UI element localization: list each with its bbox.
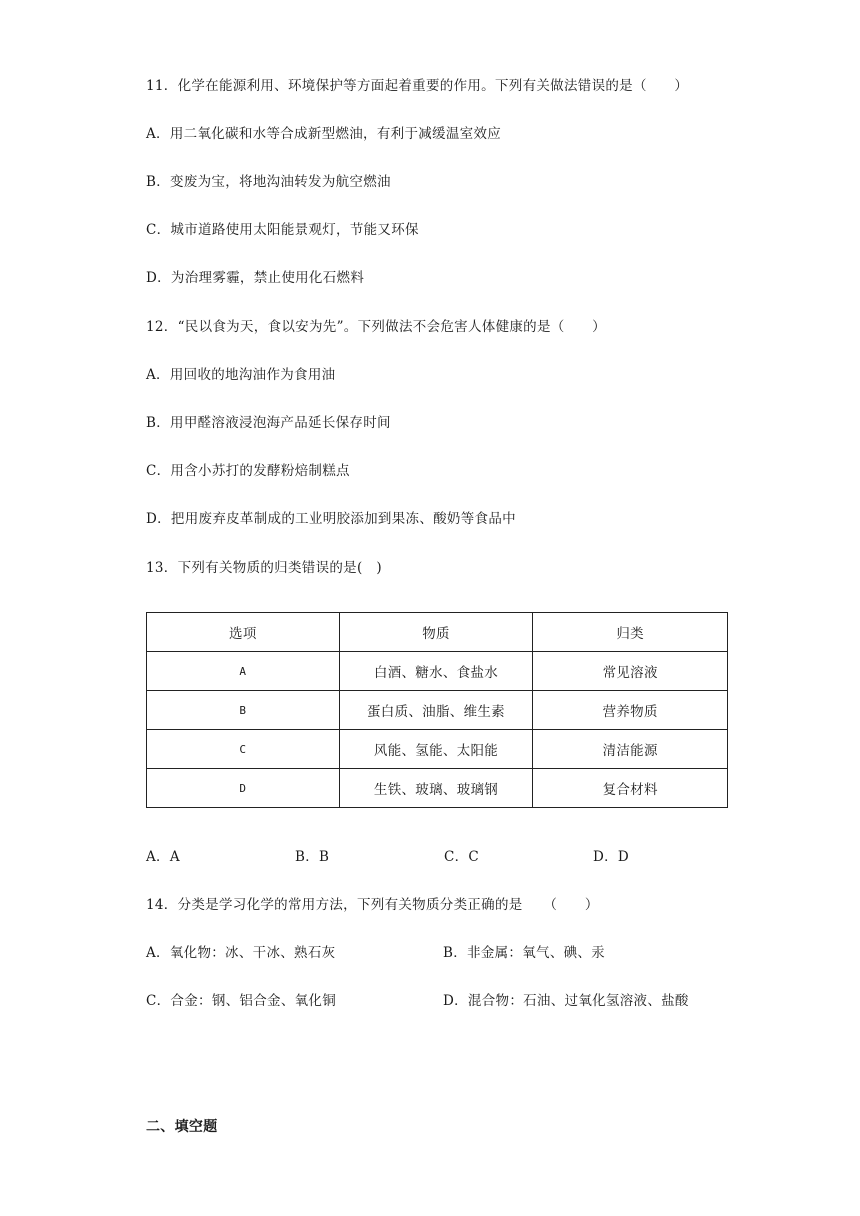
cell-option: B bbox=[147, 691, 340, 730]
q13-table bbox=[146, 612, 728, 808]
q11-option-a: A．用二氧化碳和水等合成新型燃油，有利于减缓温室效应 bbox=[146, 126, 502, 142]
cell-option: A bbox=[147, 652, 340, 691]
cell-option: C bbox=[147, 730, 340, 769]
q13-option-c: C．C bbox=[444, 849, 480, 865]
q13-stem: 13．下列有关物质的归类错误的是( ) bbox=[146, 560, 382, 576]
table-row bbox=[147, 652, 728, 691]
cell-substance: 蛋白质、油脂、维生素 bbox=[339, 691, 533, 730]
header-option: 选项 bbox=[147, 613, 340, 652]
q12-option-c: C．用含小苏打的发酵粉焙制糕点 bbox=[146, 463, 350, 479]
cell-substance: 风能、氢能、太阳能 bbox=[339, 730, 533, 769]
q14-option-b: B．非金属：氧气、碘、汞 bbox=[443, 945, 606, 961]
q12-option-d: D．把用废弃皮革制成的工业明胶添加到果冻、酸奶等食品中 bbox=[146, 511, 516, 527]
cell-category: 清洁能源 bbox=[533, 730, 728, 769]
q11-option-b: B．变废为宝，将地沟油转发为航空燃油 bbox=[146, 174, 391, 190]
table-row bbox=[147, 691, 728, 730]
cell-substance: 生铁、玻璃、玻璃钢 bbox=[339, 769, 533, 808]
section-title: 二、填空题 bbox=[146, 1119, 218, 1135]
q11-option-c: C．城市道路使用太阳能景观灯，节能又环保 bbox=[146, 222, 419, 238]
cell-category: 营养物质 bbox=[533, 691, 728, 730]
table-header-row bbox=[147, 613, 728, 652]
q14-option-d: D．混合物：石油、过氧化氢溶液、盐酸 bbox=[443, 993, 689, 1009]
cell-category: 常见溶液 bbox=[533, 652, 728, 691]
table-row bbox=[147, 769, 728, 808]
cell-substance: 白酒、糖水、食盐水 bbox=[339, 652, 533, 691]
q12-option-a: A．用回收的地沟油作为食用油 bbox=[146, 367, 336, 383]
cell-category: 复合材料 bbox=[533, 769, 728, 808]
q14-option-a: A．氧化物：冰、干冰、熟石灰 bbox=[146, 945, 336, 961]
q11-option-d: D．为治理雾霾，禁止使用化石燃料 bbox=[146, 270, 365, 286]
header-category: 归类 bbox=[533, 613, 728, 652]
q14-option-c: C．合金：钢、铝合金、氧化铜 bbox=[146, 993, 337, 1009]
q13-option-b: B．B bbox=[295, 849, 330, 865]
q14-stem: 14．分类是学习化学的常用方法，下列有关物质分类正确的是 （ ） bbox=[146, 897, 599, 913]
cell-option: D bbox=[147, 769, 340, 808]
q12-stem: 12．“民以食为天，食以安为先”。下列做法不会危害人体健康的是（ ） bbox=[146, 319, 606, 335]
header-substance: 物质 bbox=[339, 613, 533, 652]
q13-option-d: D．D bbox=[593, 849, 630, 865]
table-row bbox=[147, 730, 728, 769]
q11-stem: 11．化学在能源利用、环境保护等方面起着重要的作用。下列有关做法错误的是（ ） bbox=[146, 78, 689, 94]
q13-option-a: A．A bbox=[146, 849, 180, 865]
q12-option-b: B．用甲醛溶液浸泡海产品延长保存时间 bbox=[146, 415, 391, 431]
